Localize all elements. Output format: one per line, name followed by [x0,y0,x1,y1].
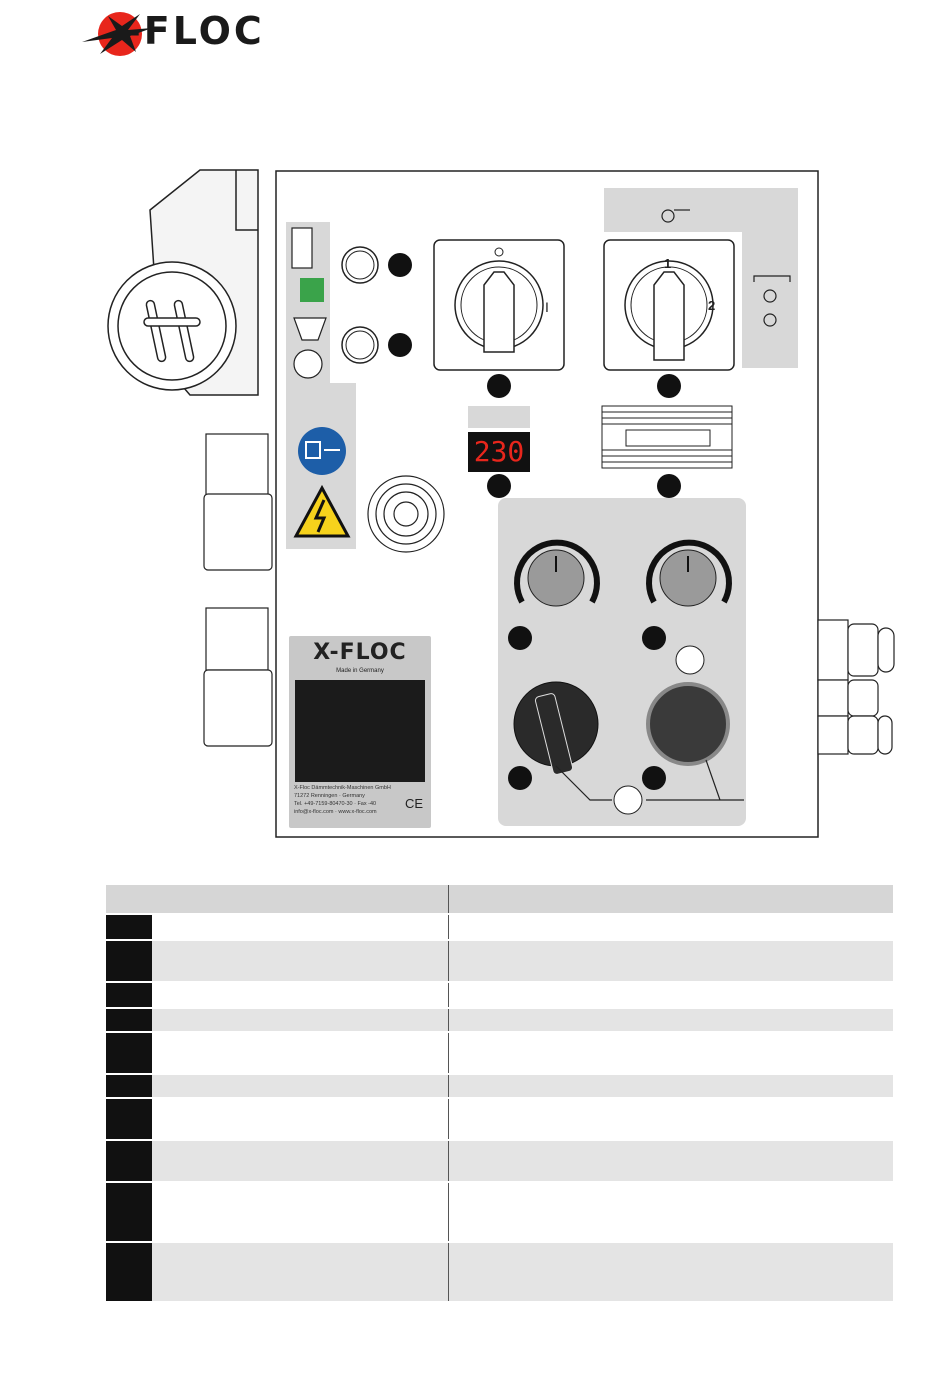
plate-phone: Tel. +49-7159-80470-30 · Fax -40 [294,801,377,807]
table-row [106,1009,893,1033]
read-manual-icon [298,427,346,475]
svg-text:2: 2 [708,298,716,313]
fuse-holder [368,476,444,552]
table-row [106,983,893,1009]
plate-company: X-Floc Dämmtechnik-Maschinen GmbH [294,785,391,791]
table-row [106,1183,893,1243]
table-row [106,1099,893,1141]
table-row [106,915,893,941]
plate-web: info@x-floc.com · www.x-floc.com [294,809,377,815]
main-switch-on-label: I [545,299,549,315]
plate-data-field [295,680,425,782]
plate-made-in: Made in Germany [336,668,384,674]
plate-brand: X-FLOC [313,640,407,665]
hour-counter [602,406,732,468]
reverse-icon [614,786,642,814]
power-plug-icon [108,170,258,395]
table-row [106,941,893,983]
indicator-lamp-2 [342,327,378,363]
table-row [106,1243,893,1303]
start-button [648,684,728,764]
table-row [106,1075,893,1099]
control-panel-drawing [0,160,950,860]
rating-plate [289,636,431,828]
table-row [106,1141,893,1183]
brand-wordmark: -FLOC [125,9,265,53]
forward-icon [676,646,704,674]
indicator-lamp-1 [342,247,378,283]
table-header [106,885,893,915]
plate-city: 71272 Renningen · Germany [294,793,365,799]
voltage-display: 230 [468,432,530,472]
control-panel-diagram [0,160,950,860]
table-row [106,1033,893,1075]
legend-table [106,885,893,1303]
ce-mark: CE [404,796,423,811]
plate-address [294,784,404,816]
svg-text:1: 1 [664,256,672,271]
